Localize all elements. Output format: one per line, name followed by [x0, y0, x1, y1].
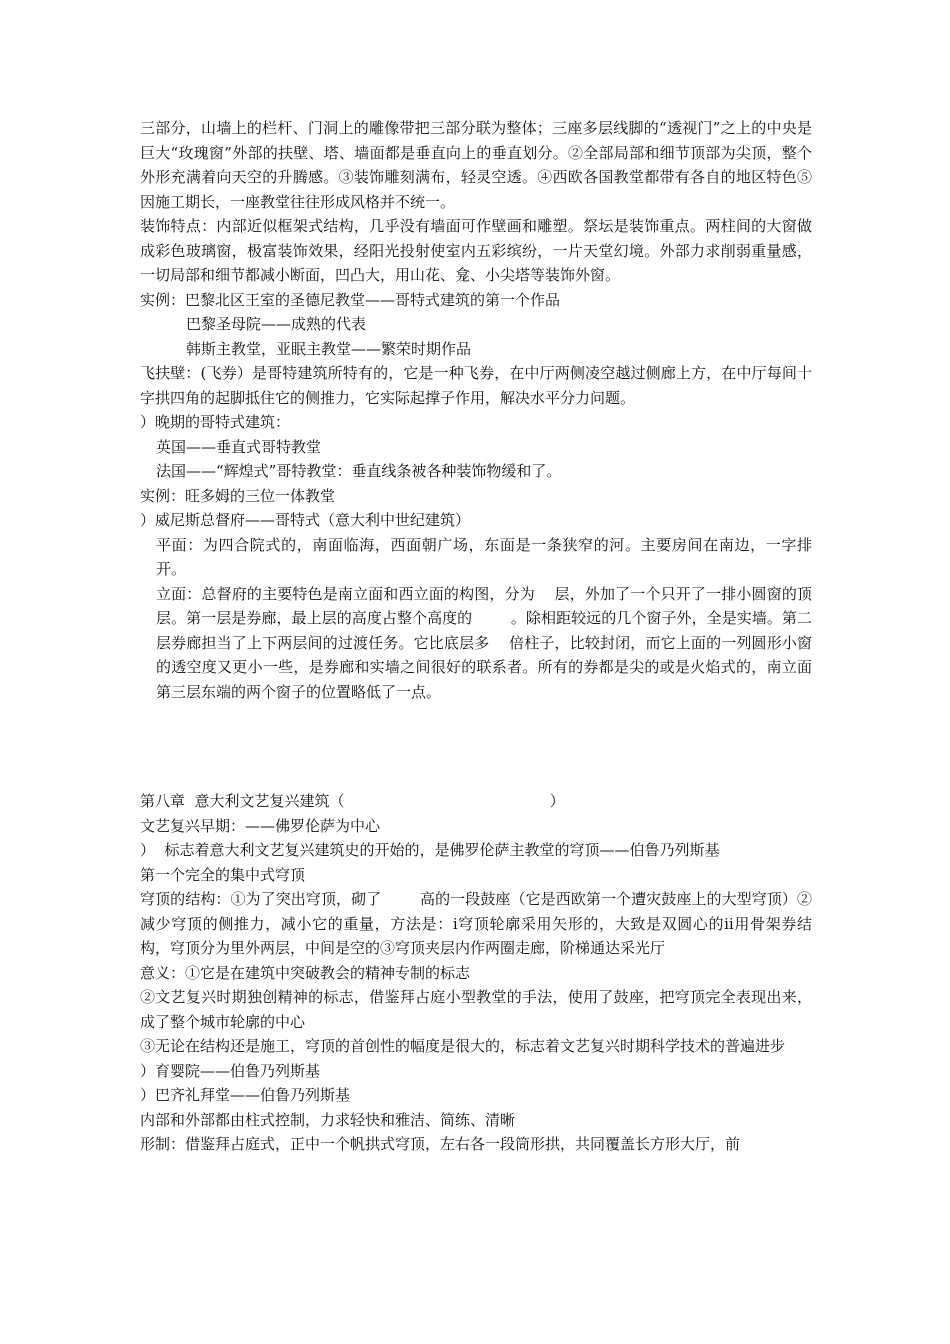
paragraph-england-perpendicular: 英国——垂直式哥特教堂 [156, 437, 322, 456]
paragraph-facade-description: 三部分，山墙上的栏杆、门洞上的雕像带把三部分联为整体；三座多层线脚的“透视门”之上的中央是巨大“玫瑰窗”外部的扶壁、塔、墙面都是垂直向上的垂直划分。②全部局部和细节顶部为尖顶，整个外形充满着向天空的升腾感。③装饰雕刻满布，轻灵空透。④西欧各国教堂都带有各自的地区特色⑤因施工期长，一座教堂往往形成风格并不统一。 [140, 119, 812, 211]
paragraph-significance-3: ③无论在结构还是施工，穹顶的首创性的幅度是很大的，标志着文艺复兴时期科学技术的普遍进步 [140, 1037, 786, 1055]
paragraph-significance-2: ②文艺复兴时期独创精神的标志，借鉴拜占庭小型教堂的手法，使用了鼓座，把穹顶完全表现出来，成了整个城市轮廓的中心 [140, 988, 812, 1031]
paragraph-france-flamboyant: 法国——“辉煌式”哥特教堂：垂直线条被各种装饰物缓和了。 [156, 462, 562, 480]
paragraph-dome-structure: 穹顶的结构：①为了突出穹顶，砌了 高的一段鼓座（它是西欧第一个遭灾鼓座上的大型穹顶）②减少穹顶的侧推力，减小它的重量，方法是：ⅰ穹顶轮廓采用矢形的，大致是双圆心的ⅱ用骨架券结构，穹顶分为里外两层，中间是空的③穹顶夹层内作两圈走廊，阶梯通达采光厅 [140, 890, 812, 957]
paragraph-example-saint-denis: 实例：巴黎北区王室的圣德尼教堂——哥特式建筑的第一个作品 [140, 290, 561, 309]
paragraph-example-vendome: 实例：旺多姆的三位一体教堂 [140, 486, 336, 505]
paragraph-first-centralized-dome: 第一个完全的集中式穹顶 [140, 865, 306, 884]
paragraph-example-reims-amiens: 韩斯主教堂，亚眠主教堂——繁荣时期作品 [186, 339, 472, 358]
paragraph-decoration-features: 装饰特点：内部近似框架式结构，几乎没有墙面可作壁画和雕塑。祭坛是装饰重点。两柱间的大窗做成彩色玻璃窗，极富装饰效果，经阳光投射使室内五彩缤纷，一片天堂幻境。外部力求削弱重量感，一切局部和细节都减小断面，凹凸大，用山花、龛、小尖塔等装饰外窗。 [140, 217, 812, 284]
paragraph-flying-buttress: 飞扶壁：(飞券）是哥特建筑所特有的，它是一种飞券，在中厅两侧凌空越过侧廊上方，在中厅每间十字拱四角的起脚抵住它的侧推力，它实际起撑子作用，解决水平分力问题。 [140, 364, 812, 407]
paragraph-florence-dome: ） 标志着意大利文艺复兴建筑史的开始的，是佛罗伦萨主教堂的穹顶——伯鲁乃列斯基 [140, 841, 720, 859]
paragraph-order-control: 内部和外部都由柱式控制，力求轻快和雅洁、简练、清晰 [140, 1110, 516, 1129]
paragraph-pazzi-chapel: ）巴齐礼拜堂——伯鲁乃列斯基 [140, 1086, 351, 1104]
paragraph-foundling-hospital: ）育婴院——伯鲁乃列斯基 [140, 1061, 321, 1080]
paragraph-doges-palace-plan: 平面：为四合院式的，南面临海，西面朝广场，东面是一条狭窄的河。主要房间在南边，一字排开。 [156, 535, 812, 578]
paragraph-doges-palace-heading: ）威尼斯总督府——哥特式（意大利中世纪建筑） [140, 511, 471, 529]
paragraph-significance-1: 意义：①它是在建筑中突破教会的精神专制的标志 [140, 963, 471, 982]
paragraph-doges-palace-elevation: 立面：总督府的主要特色是南立面和西立面的构图，分为 层，外加了一个只开了一排小圆窗的顶层。第一层是券廊，最上层的高度占整个高度的 。除相距较远的几个窗子外，全是实墙。第二层券廊担当了上下两层间的过渡任务。它比底层多 倍柱子，比较封闭，而它上面的一列圆形小窗的透空度又更小一些，是券廊和实墙之间很好的联系者。所有的券都是尖的或是火焰式的，南立面第三层东端的两个窗子的位置略低了一点。 [156, 584, 812, 701]
paragraph-late-gothic-heading: ）晚期的哥特式建筑： [140, 413, 291, 431]
text-section-renaissance [140, 789, 812, 1157]
chapter-title: 第八章 意大利文艺复兴建筑（ ） [140, 792, 565, 810]
paragraph-form: 形制：借鉴拜占庭式，正中一个帆拱式穹顶，左右各一段筒形拱，共同覆盖长方形大厅，前 [140, 1135, 741, 1153]
paragraph-early-renaissance: 文艺复兴早期：——佛罗伦萨为中心 [140, 816, 381, 835]
paragraph-example-notre-dame: 巴黎圣母院——成熟的代表 [186, 315, 367, 333]
text-section-gothic [140, 116, 812, 704]
